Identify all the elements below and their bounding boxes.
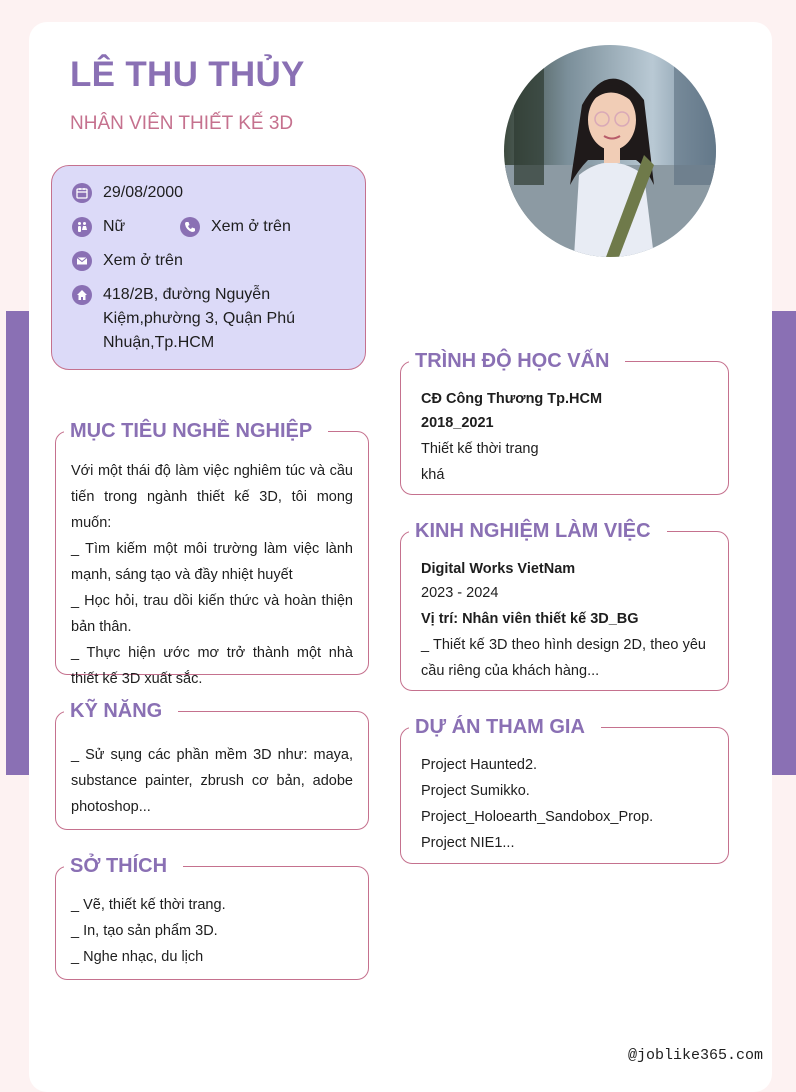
phone-icon	[180, 217, 200, 237]
experience-description: _ Thiết kế 3D theo hình design 2D, theo yêu cầu riêng của khách hàng...	[421, 637, 706, 679]
project-item: Project NIE1...	[421, 835, 515, 851]
experience-title: KINH NGHIỆM LÀM VIỆC	[409, 518, 667, 544]
email-value[interactable]: Xem ở trên	[103, 252, 183, 269]
projects-section	[400, 716, 729, 864]
candidate-name: LÊ THU THỦY	[70, 55, 305, 94]
education-section	[400, 350, 729, 495]
education-body	[421, 386, 706, 488]
education-major: Thiết kế thời trang	[421, 441, 539, 457]
project-item: Project_Holoearth_Sandobox_Prop.	[421, 809, 654, 825]
gender-value: Nữ	[103, 218, 126, 235]
gender-icon	[72, 217, 92, 237]
projects-list	[421, 752, 706, 856]
email-row	[72, 249, 183, 273]
contact-box	[51, 165, 366, 370]
skills-section	[55, 700, 369, 830]
skills-title: KỸ NĂNG	[64, 698, 178, 724]
birthday-row	[72, 181, 183, 205]
profile-photo	[504, 45, 716, 257]
objective-paragraph: Với một thái độ làm việc nghiêm túc và cầu tiến trong ngành thiết kế 3D, tôi mong muốn:	[71, 463, 353, 531]
address-line-3: Nhuận,Tp.HCM	[103, 334, 215, 351]
objective-title: MỤC TIÊU NGHỀ NGHIỆP	[64, 418, 328, 444]
phone-row	[180, 215, 291, 239]
hobbies-title: SỞ THÍCH	[64, 853, 183, 879]
hobbies-list	[71, 892, 353, 970]
hobby-item: _ Vẽ, thiết kế thời trang.	[71, 897, 226, 913]
experience-period: 2023 - 2024	[421, 585, 499, 601]
objective-section	[55, 420, 369, 687]
objective-paragraph: _ Học hỏi, trau dồi kiến thức và hoàn thiện bản thân.	[71, 593, 353, 635]
experience-position: Vị trí: Nhân viên thiết kế 3D_BG	[421, 611, 639, 627]
calendar-icon	[72, 183, 92, 203]
objective-paragraph: _ Tìm kiếm một môi trường làm việc lành mạnh, sáng tạo và đầy nhiệt huyết	[71, 541, 353, 583]
experience-company: Digital Works VietNam	[421, 561, 576, 577]
hobby-item: _ In, tạo sản phẩm 3D.	[71, 923, 218, 939]
address-row	[72, 283, 295, 355]
address-value	[103, 283, 295, 355]
job-title: NHÂN VIÊN THIẾT KẾ 3D	[70, 113, 294, 134]
home-icon	[72, 285, 92, 305]
skills-text: _ Sử sụng các phần mềm 3D như: maya, substance painter, zbrush cơ bản, adobe photoshop...	[71, 747, 353, 815]
right-accent-bar	[772, 311, 796, 775]
education-period: 2018_2021	[421, 415, 494, 431]
education-school: CĐ Công Thương Tp.HCM	[421, 391, 603, 407]
footer-watermark: @joblike365.com	[627, 1047, 763, 1064]
left-accent-bar	[6, 311, 30, 775]
address-line-2: Kiệm,phường 3, Quận Phú	[103, 310, 295, 327]
email-icon	[72, 251, 92, 271]
birthday-value: 29/08/2000	[103, 184, 184, 201]
phone-value[interactable]: Xem ở trên	[211, 218, 291, 235]
hobbies-section	[55, 855, 369, 980]
project-item: Project Sumikko.	[421, 783, 530, 799]
project-item: Project Haunted2.	[421, 757, 538, 773]
hobby-item: _ Nghe nhạc, du lịch	[71, 949, 204, 965]
experience-section	[400, 520, 729, 691]
address-line-1: 418/2B, đường Nguyễn	[103, 286, 271, 303]
projects-title: DỰ ÁN THAM GIA	[409, 714, 601, 740]
objective-paragraph: _ Thực hiện ước mơ trở thành một nhà thiết kế 3D xuất sắc.	[71, 645, 353, 687]
education-title: TRÌNH ĐỘ HỌC VẤN	[409, 348, 625, 374]
experience-body	[421, 556, 706, 684]
education-grade: khá	[421, 467, 445, 483]
gender-row	[72, 215, 125, 239]
objective-body	[71, 458, 353, 692]
